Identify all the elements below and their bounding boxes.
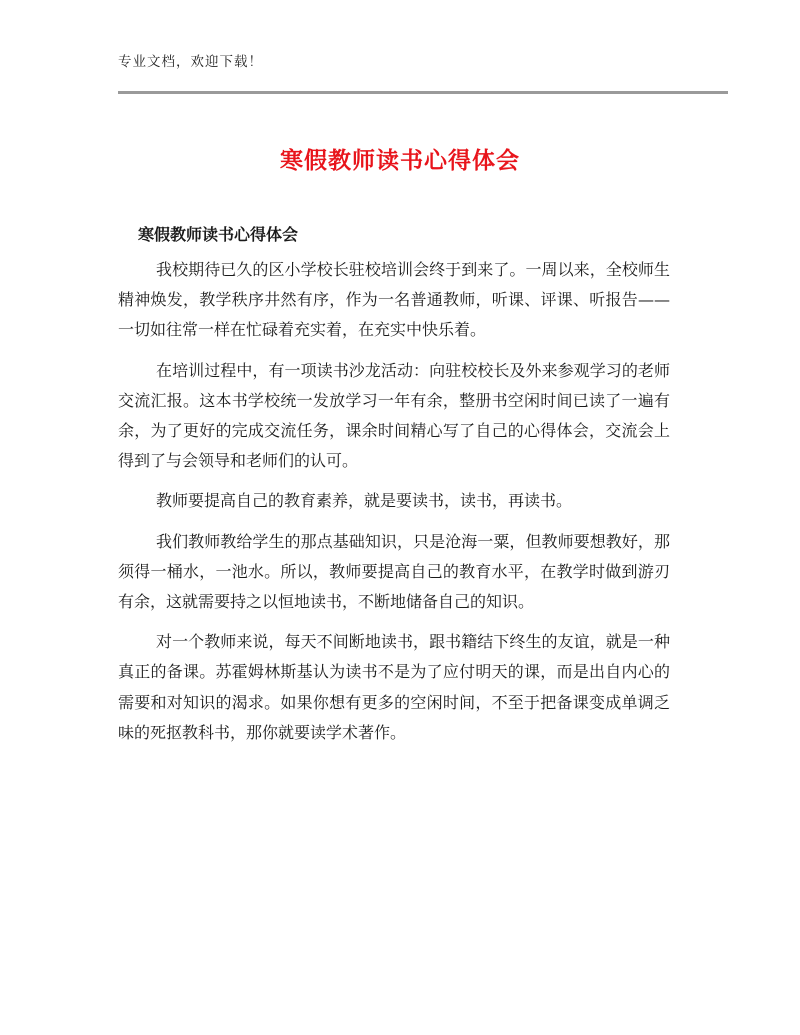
document-title: 寒假教师读书心得体会	[280, 148, 520, 174]
page-header-text: 专业文档，欢迎下载！	[118, 54, 263, 70]
body-paragraph: 对一个教师来说，每天不间断地读书，跟书籍结下终生的友谊，就是一种真正的备课。苏霍姆林斯基认为读书不是为了应付明天的课，而是出自内心的需要和对知识的渴求。如果你想有更多的空闲时间，不至于把备课变成单调乏味的死抠教科书，那你就要读学术著作。	[118, 632, 670, 742]
body-paragraph: 在培训过程中，有一项读书沙龙活动：向驻校校长及外来参观学习的老师交流汇报。这本书学校统一发放学习一年有余，整册书空闲时间已读了一遍有余，为了更好的完成交流任务，课余时间精心写了自己的心得体会，交流会上得到了与会领导和老师们的认可。	[118, 360, 670, 471]
header-divider	[118, 91, 728, 94]
body-paragraph: 我们教师教给学生的那点基础知识，只是沧海一粟，但教师要想教好，那须得一桶水，一池水。所以，教师要提高自己的教育水平，在教学时做到游刃有余，这就需要持之以恒地读书，不断地储备自己的知识。	[118, 531, 670, 612]
document-subtitle: 寒假教师读书心得体会	[138, 225, 299, 244]
document-body	[118, 255, 670, 748]
body-paragraph: 教师要提高自己的教育素养，就是要读书，读书，再读书。	[156, 491, 573, 511]
body-paragraph: 我校期待已久的区小学校长驻校培训会终于到来了。一周以来，全校师生精神焕发，教学秩序井然有序，作为一名普通教师，听课、评课、听报告——一切如往常一样在忙碌着充实着，在充实中快乐着。	[118, 260, 670, 340]
